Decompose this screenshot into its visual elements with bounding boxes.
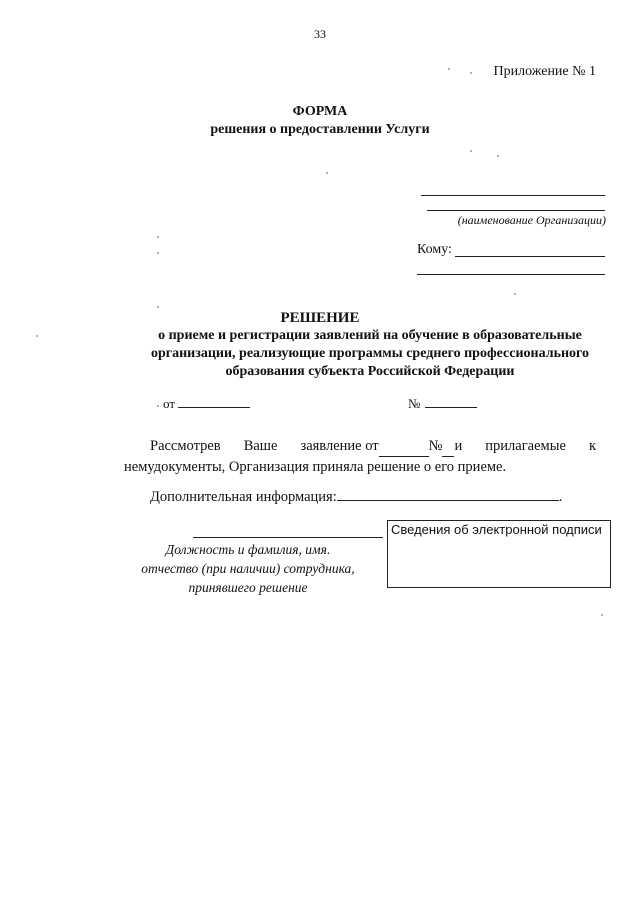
date-label: от [163, 396, 176, 411]
scan-artifact [326, 172, 328, 174]
form-subtitle: решения о предоставлении Услуги [210, 122, 430, 137]
additional-info-blank [337, 486, 559, 501]
additional-info [150, 486, 562, 506]
decision-title: РЕШЕНИЕ [280, 310, 360, 326]
number-line [425, 407, 477, 408]
organization-caption: (наименование Организации) [457, 213, 606, 227]
decision-body [124, 436, 596, 477]
body-word: к [588, 438, 596, 454]
application-number-blank [442, 436, 454, 457]
electronic-signature-box [387, 520, 611, 588]
additional-info-label: Дополнительная информация: [150, 489, 337, 505]
signatory-caption-line: отчество (при наличии) сотрудника, [141, 561, 355, 576]
decision-body-line-1 [124, 436, 596, 457]
scan-artifact [470, 150, 472, 152]
additional-info-end: . [558, 489, 563, 505]
scan-artifact [157, 405, 159, 407]
body-word: прилагаемые [485, 438, 566, 454]
page-number: 33 [314, 27, 326, 41]
scan-artifact [448, 68, 450, 70]
scan-artifact [470, 72, 472, 74]
scan-artifact [601, 614, 603, 616]
application-date-blank [379, 436, 429, 457]
decision-subtitle-line: о приеме и регистрации заявлений на обучение в образовательные [158, 328, 582, 343]
organization-line-2 [427, 210, 605, 211]
scan-artifact [157, 236, 159, 238]
scan-artifact [514, 293, 516, 295]
electronic-signature-text: Сведения об электронной подписи [391, 522, 602, 537]
scan-artifact [497, 155, 499, 157]
decision-subtitle-line: организации, реализующие программы среднего профессионального [150, 346, 590, 361]
organization-line-1 [421, 195, 605, 196]
recipient-line-2 [417, 274, 605, 275]
body-word: заявление от № и [300, 436, 462, 457]
scan-artifact [36, 335, 38, 337]
body-word: Рассмотрев [150, 438, 221, 454]
date-line [178, 407, 250, 408]
recipient-label: Кому: [417, 242, 452, 257]
recipient-line-1 [455, 256, 605, 257]
decision-subtitle [120, 327, 620, 381]
appendix-label: Приложение № 1 [493, 64, 596, 79]
signatory-caption [128, 540, 368, 597]
decision-body-line-2: немудокументы, Организация приняла решение о его приеме. [124, 459, 507, 475]
scan-artifact [157, 252, 159, 254]
form-title: ФОРМА [292, 104, 348, 119]
decision-subtitle-line: образования субъекта Российской Федерации [225, 364, 515, 379]
number-label: № [408, 396, 421, 411]
signatory-caption-line: принявшего решение [188, 580, 308, 595]
signatory-caption-line: Должность и фамилия, имя. [165, 542, 331, 557]
signatory-line [193, 537, 383, 538]
scan-artifact [157, 306, 159, 308]
body-word: Ваше [243, 438, 278, 454]
